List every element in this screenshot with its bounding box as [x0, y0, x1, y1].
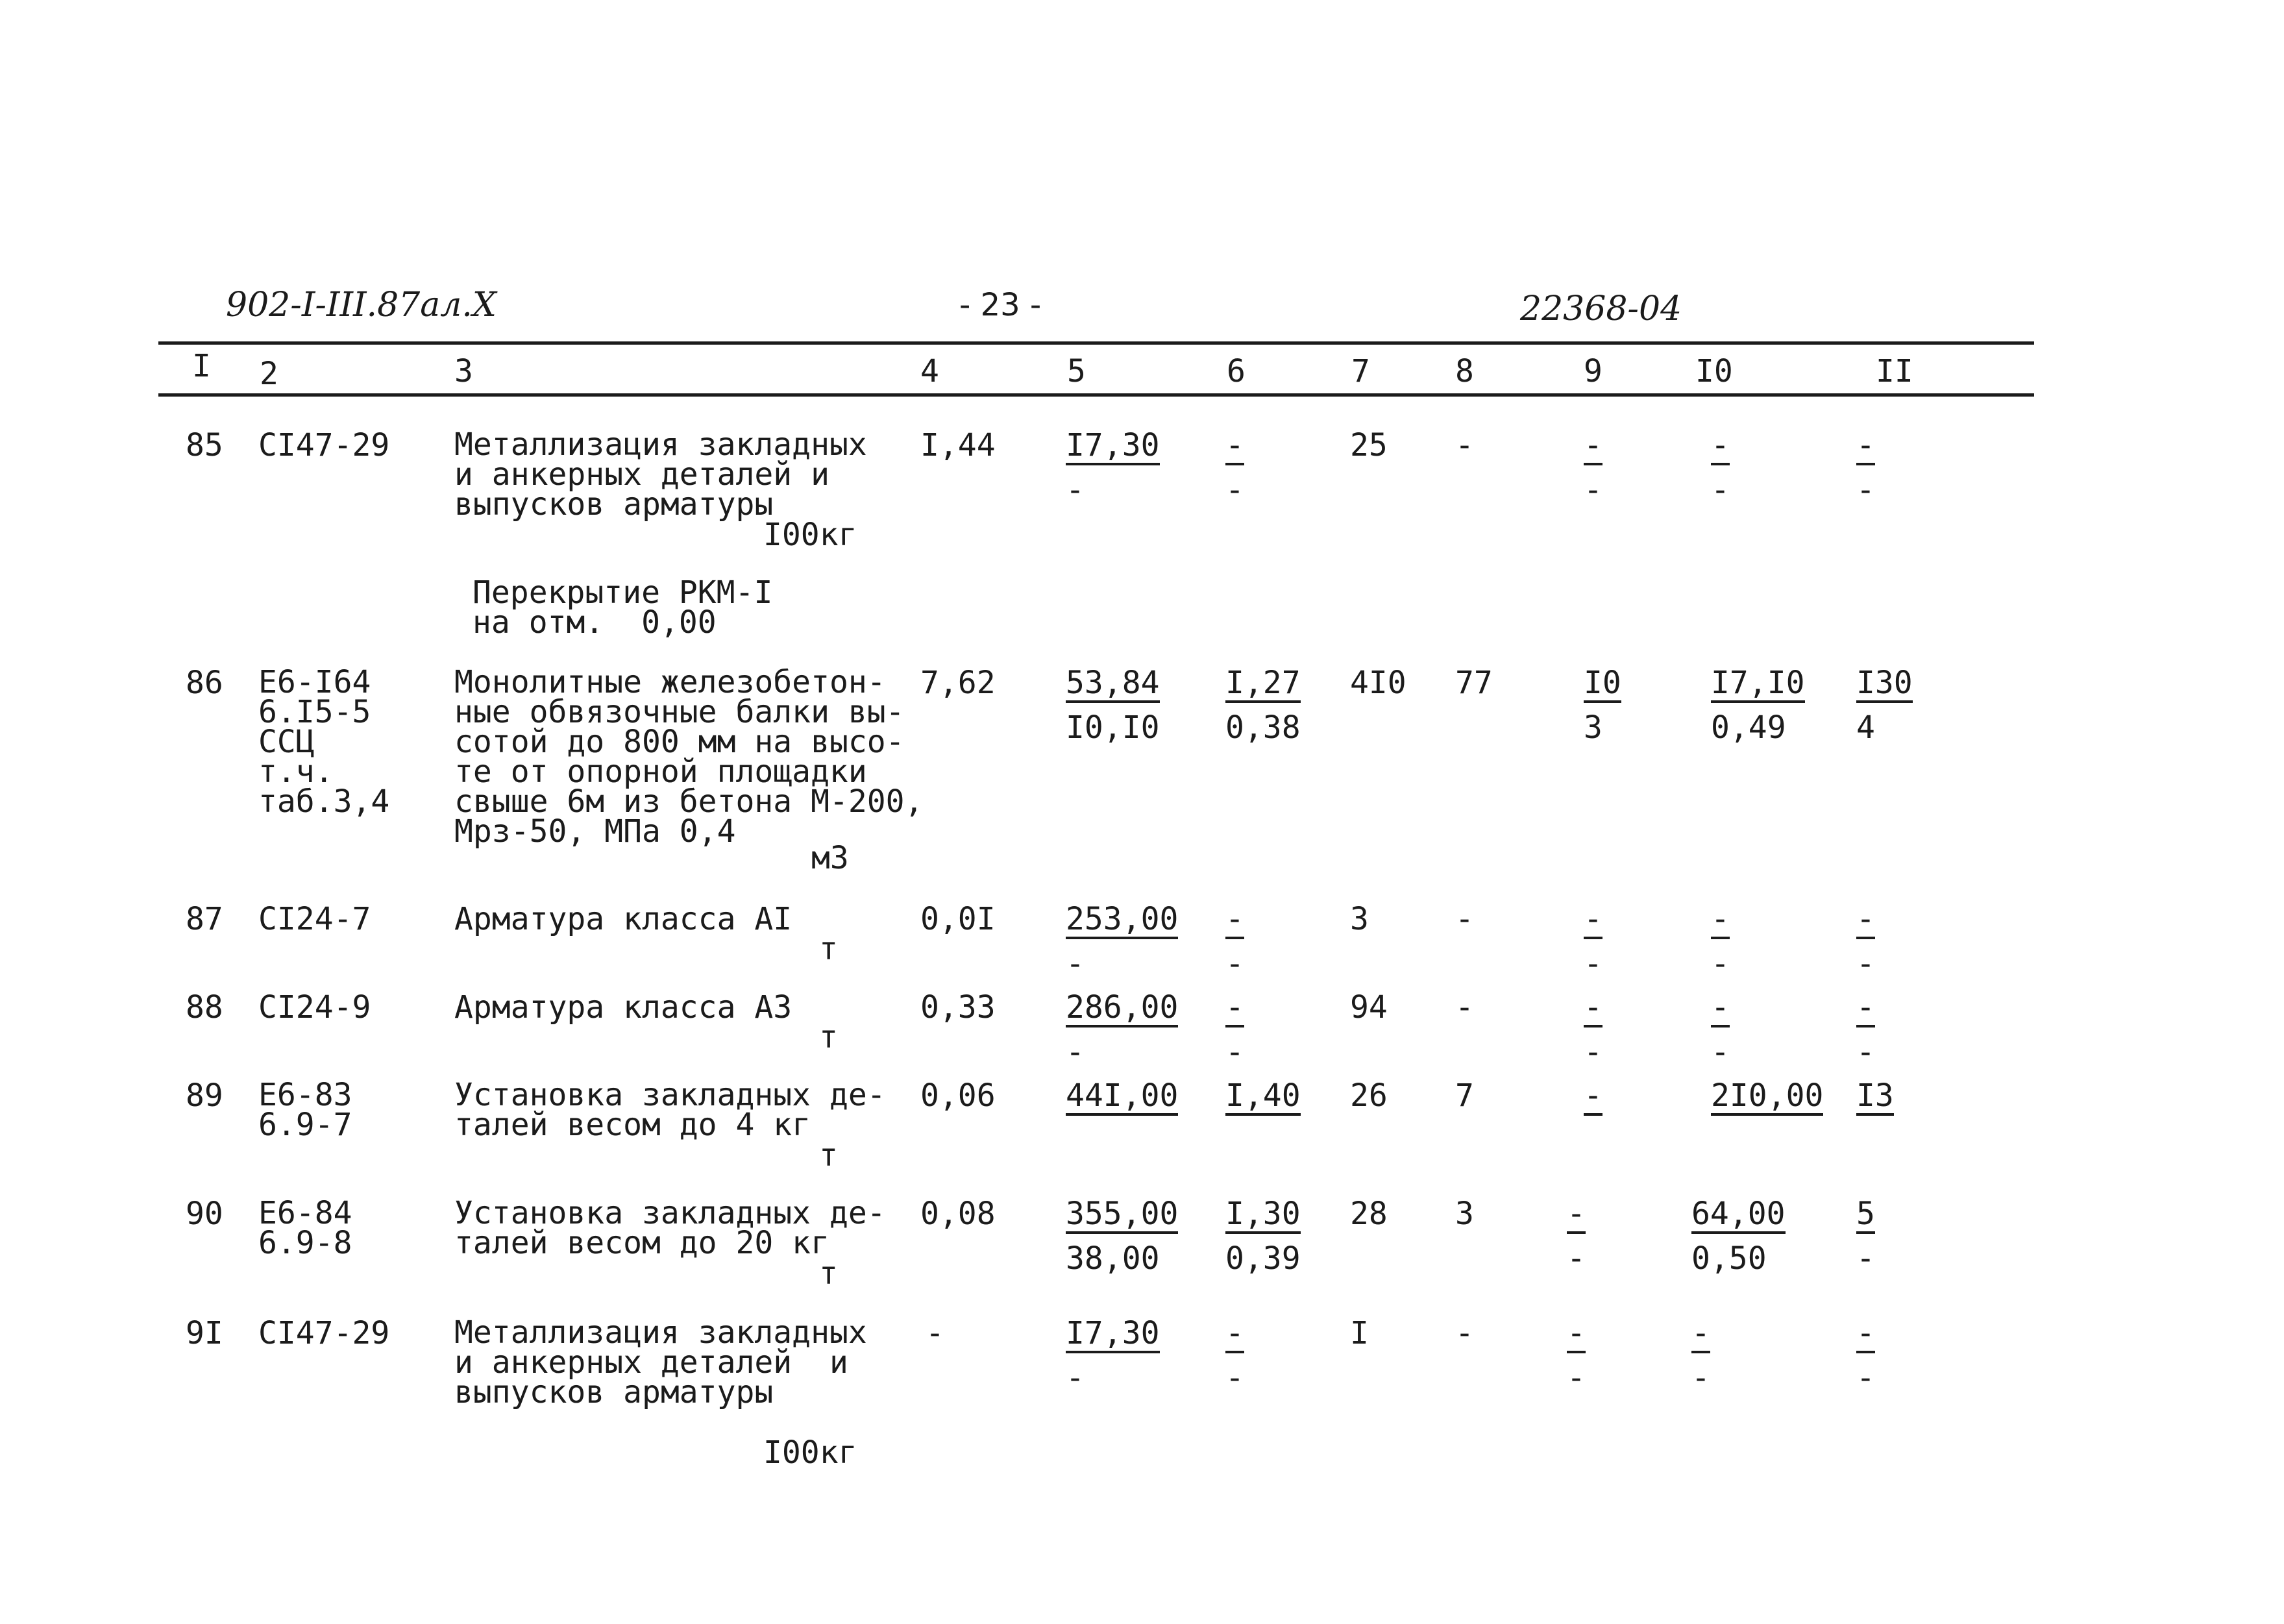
col9-top: -: [1567, 1318, 1586, 1353]
col11-top: 5: [1856, 1198, 1875, 1234]
col5-value: [1066, 1315, 1160, 1396]
col10-value: [1711, 1077, 1824, 1116]
col8-value: 7: [1455, 1077, 1474, 1114]
quantity: 7,62: [920, 665, 996, 701]
col6-bottom: -: [1225, 1034, 1244, 1070]
col10-bottom: -: [1711, 472, 1730, 508]
col6-bottom: -: [1225, 472, 1244, 508]
norm-code: Е6-84 6.9-8: [258, 1195, 352, 1261]
col10-value: [1711, 901, 1730, 982]
col9-top: -: [1584, 1080, 1602, 1116]
work-description: Установка закладных де- талей весом до 20 кг: [454, 1195, 886, 1261]
col11-bottom: -: [1856, 1034, 1875, 1070]
col10-top: 2I0,00: [1711, 1080, 1823, 1116]
row-number: 9I: [186, 1315, 223, 1351]
col7-value: 3: [1350, 901, 1369, 937]
col5-top: 355,00: [1066, 1198, 1178, 1234]
col6-top: I,30: [1225, 1198, 1301, 1234]
col5-value: [1066, 665, 1160, 746]
col6-top: -: [1225, 1318, 1244, 1353]
column-header: I0: [1695, 353, 1733, 389]
col9-bottom: -: [1567, 1240, 1586, 1277]
section-heading: Перекрытие РКМ-I на отм. 0,00: [473, 574, 773, 641]
column-header: 8: [1455, 353, 1474, 389]
quantity: I,44: [920, 427, 996, 463]
col11-bottom: 4: [1856, 709, 1875, 746]
column-header: 6: [1227, 353, 1246, 389]
col11-top: I30: [1856, 667, 1913, 703]
col8-value: 77: [1455, 665, 1493, 701]
col6-top: -: [1225, 992, 1244, 1027]
col5-value: [1066, 901, 1179, 982]
col7-value: I: [1350, 1315, 1369, 1351]
col5-top: I7,30: [1066, 1318, 1160, 1353]
col6-value: [1225, 665, 1301, 746]
unit: т: [819, 1255, 838, 1292]
col9-top: I0: [1584, 667, 1621, 703]
col7-value: 26: [1350, 1077, 1388, 1114]
unit: т: [819, 1137, 838, 1174]
col7-value: 4I0: [1350, 665, 1406, 701]
quantity: -: [926, 1315, 944, 1351]
col10-value: [1691, 1315, 1710, 1396]
work-description: Металлизация закладных и анкерных деталей и выпусков арматуры: [454, 1314, 867, 1410]
col11-bottom: -: [1856, 946, 1875, 982]
col9-value: [1584, 901, 1602, 982]
col6-bottom: 0,38: [1225, 709, 1301, 746]
col11-value: [1856, 1077, 1894, 1116]
quantity: 0,33: [920, 989, 996, 1026]
col11-value: [1856, 989, 1875, 1070]
row-number: 85: [186, 427, 223, 463]
col9-value: [1567, 1196, 1586, 1277]
col5-top: I7,30: [1066, 430, 1160, 465]
col10-top: I7,I0: [1711, 667, 1805, 703]
col6-bottom: -: [1225, 1360, 1244, 1396]
col9-top: -: [1584, 992, 1602, 1027]
col8-value: 3: [1455, 1196, 1474, 1232]
col5-bottom: 38,00: [1066, 1240, 1160, 1277]
col9-bottom: -: [1567, 1360, 1586, 1396]
col6-value: [1225, 1315, 1244, 1396]
col10-bottom: 0,50: [1691, 1240, 1767, 1277]
col9-value: [1567, 1315, 1586, 1396]
col6-value: [1225, 989, 1244, 1070]
col9-value: [1584, 427, 1602, 508]
col11-top: -: [1856, 430, 1875, 465]
col8-value: -: [1455, 427, 1474, 463]
col11-top: -: [1856, 992, 1875, 1027]
col10-value: [1711, 989, 1730, 1070]
col5-bottom: -: [1066, 946, 1085, 982]
col6-top: I,40: [1225, 1080, 1301, 1116]
norm-code: CI24-9: [258, 989, 371, 1026]
col5-bottom: I0,I0: [1066, 709, 1160, 746]
col9-value: [1584, 1077, 1602, 1116]
unit: т: [819, 931, 838, 967]
col6-bottom: 0,39: [1225, 1240, 1301, 1277]
col6-top: -: [1225, 904, 1244, 939]
col5-value: [1066, 1077, 1179, 1116]
col9-top: -: [1567, 1198, 1586, 1234]
unit: м3: [811, 840, 849, 876]
page-number: - 23 -: [959, 287, 1042, 323]
col6-top: I,27: [1225, 667, 1301, 703]
col9-bottom: 3: [1584, 709, 1602, 746]
row-number: 90: [186, 1196, 223, 1232]
col5-top: 286,00: [1066, 992, 1178, 1027]
col5-top: 53,84: [1066, 667, 1160, 703]
norm-code: Е6-I64 6.I5-5 ССЦ т.ч. таб.3,4: [258, 664, 390, 820]
col11-value: [1856, 1315, 1875, 1396]
column-header: I: [192, 348, 211, 384]
quantity: 0,08: [920, 1196, 996, 1232]
document-number: 22368-04: [1520, 289, 1682, 328]
col7-value: 25: [1350, 427, 1388, 463]
norm-code: CI47-29: [258, 427, 390, 463]
quantity: 0,0I: [920, 901, 996, 937]
col5-value: [1066, 989, 1179, 1070]
col8-value: -: [1455, 989, 1474, 1026]
col9-top: -: [1584, 904, 1602, 939]
col10-bottom: -: [1711, 946, 1730, 982]
col10-bottom: -: [1691, 1360, 1710, 1396]
col10-value: [1711, 427, 1730, 508]
col10-top: -: [1711, 430, 1730, 465]
col11-bottom: -: [1856, 1360, 1875, 1396]
col11-value: [1856, 901, 1875, 982]
work-description: Монолитные железобетон- ные обвязочные балки вы- сотой до 800 мм на высо- те от опорной площадки свыше 6м из бетона М-200, Мрз-50, МПа 0,4: [454, 664, 924, 850]
col5-bottom: -: [1066, 1034, 1085, 1070]
col10-value: [1691, 1196, 1786, 1277]
col6-value: [1225, 1077, 1301, 1116]
column-header: 4: [920, 353, 939, 389]
table-top-rule: [158, 341, 2034, 345]
row-number: 86: [186, 665, 223, 701]
row-number: 89: [186, 1077, 223, 1114]
work-description: Установка закладных де- талей весом до 4 кг: [454, 1077, 886, 1143]
col10-bottom: -: [1711, 1034, 1730, 1070]
row-number: 88: [186, 989, 223, 1026]
col6-top: -: [1225, 430, 1244, 465]
col5-value: [1066, 427, 1160, 508]
col9-bottom: -: [1584, 472, 1602, 508]
column-header: 7: [1351, 353, 1370, 389]
column-header: 3: [454, 353, 473, 389]
col11-value: [1856, 427, 1875, 508]
column-header: 5: [1067, 353, 1086, 389]
col9-value: [1584, 989, 1602, 1070]
col6-value: [1225, 1196, 1301, 1277]
norm-code: Е6-83 6.9-7: [258, 1077, 352, 1143]
column-header: II: [1876, 353, 1913, 389]
norm-code: CI47-29: [258, 1315, 390, 1351]
column-header: 2: [260, 356, 278, 392]
unit: I00кг: [763, 1434, 857, 1471]
col5-top: 44I,00: [1066, 1080, 1178, 1116]
col10-value: [1711, 665, 1805, 746]
col6-value: [1225, 427, 1244, 508]
col10-top: 64,00: [1691, 1198, 1786, 1234]
col9-bottom: -: [1584, 1034, 1602, 1070]
row-number: 87: [186, 901, 223, 937]
col5-top: 253,00: [1066, 904, 1178, 939]
col7-value: 28: [1350, 1196, 1388, 1232]
col11-bottom: -: [1856, 1240, 1875, 1277]
col9-top: -: [1584, 430, 1602, 465]
col7-value: 94: [1350, 989, 1388, 1026]
col10-top: -: [1711, 992, 1730, 1027]
col11-top: I3: [1856, 1080, 1894, 1116]
col11-top: -: [1856, 1318, 1875, 1353]
col8-value: -: [1455, 901, 1474, 937]
unit: I00кг: [763, 517, 857, 553]
quantity: 0,06: [920, 1077, 996, 1114]
col8-value: -: [1455, 1315, 1474, 1351]
work-description: Металлизация закладных и анкерных деталей и выпусков арматуры: [454, 426, 867, 523]
col5-bottom: -: [1066, 1360, 1085, 1396]
col10-top: -: [1691, 1318, 1710, 1353]
col9-value: [1584, 665, 1621, 746]
col5-value: [1066, 1196, 1179, 1277]
column-header: 9: [1584, 353, 1602, 389]
col10-top: -: [1711, 904, 1730, 939]
col9-bottom: -: [1584, 946, 1602, 982]
col10-bottom: 0,49: [1711, 709, 1786, 746]
col5-bottom: -: [1066, 472, 1085, 508]
work-description: Арматура класса А3: [454, 989, 792, 1026]
col11-value: [1856, 1196, 1875, 1277]
header-bottom-rule: [158, 393, 2034, 397]
col6-bottom: -: [1225, 946, 1244, 982]
col11-value: [1856, 665, 1913, 746]
norm-code: CI24-7: [258, 901, 371, 937]
unit: т: [819, 1019, 838, 1055]
col6-value: [1225, 901, 1244, 982]
col11-top: -: [1856, 904, 1875, 939]
work-description: Арматура класса АI: [454, 901, 792, 937]
col11-bottom: -: [1856, 472, 1875, 508]
document-code: 902-I-III.87ал.X: [226, 286, 497, 325]
